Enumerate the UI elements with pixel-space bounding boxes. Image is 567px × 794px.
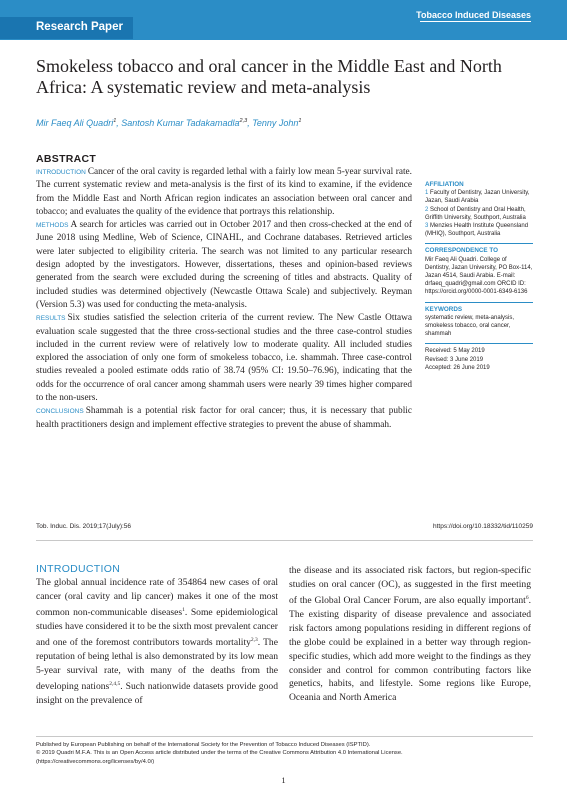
introduction-heading: INTRODUCTION — [36, 563, 121, 575]
abstract-section-text: A search for articles was carried out in October 2017 and then cross-checked at the end of June 2018 using Medline, Web of Science, CINAHL, and Cochrane databases. Retrieved articles were later subjected to eligibility criteria. The search was not limited to any particular research design adopted by the investigators. However, dissertations, theses and opinion-based reviews generated from the search were excluded during the screening of titles and abstracts. Quality of included studies was determined objectively (Newcastle Ottawa Scale) and subjectively. Reyman (Version 5.3) was used for conducting the meta-analysis. — [36, 220, 412, 310]
abstract-section — [36, 166, 412, 219]
abstract-section-text: Cancer of the oral cavity is regarded lethal with a fairly low mean 5-year survival rate. The current systematic review and meta-analysis is the first of its kind to examine, if the evidence from the Middle East and North African region indicates an association between oral cancer and tobacco; and evaluates the quality of the evidence that portrays this relationship. — [36, 167, 412, 217]
date-line: Received: 5 May 2019 — [425, 348, 485, 355]
page-number: 1 — [281, 775, 286, 785]
date-line: Revised: 3 June 2019 — [425, 356, 484, 363]
correspondence-heading: CORRESPONDENCE TO — [425, 247, 499, 255]
affiliation-heading: AFFILIATION — [425, 181, 464, 188]
affiliation-item — [425, 206, 533, 222]
body-text: . Some epidemiological studies have considered it to be the sixth most prevalent cancer and one of the foremost contributors towards mortality — [36, 607, 279, 648]
affiliation-number: 1 — [425, 190, 429, 197]
section-label-box — [0, 17, 133, 39]
abstract-section-label: INTRODUCTION — [36, 169, 86, 176]
article-title: Smokeless tobacco and oral cancer in the Middle East and North Africa: A systematic review and meta-analysis — [36, 56, 502, 97]
abstract-section-text: Shammah is a potential risk factor for oral cancer; thus, it is necessary that public health practitioners design and implement effective strategies to prevent the abuse of shammah. — [36, 406, 412, 430]
affiliation-text: Faculty of Dentistry, Jazan University, Jazan, Saudi Arabia — [425, 190, 530, 205]
author-name: Santosh Kumar Tadakamadla — [121, 118, 240, 128]
author-name: Tenny John — [252, 118, 299, 128]
affiliation-list — [425, 189, 533, 238]
body-text: The global annual incidence rate of 354864 new cases of oral cancer (oral cavity and lip cancer) makes it one of the most common non-communicable diseases — [36, 577, 278, 618]
author-affiliation-mark: 1 — [113, 118, 117, 124]
body-text: . Such nationwide datasets provide good insight on the prevalence of — [36, 680, 278, 706]
journal-header-bar — [0, 0, 567, 40]
article-dates — [425, 347, 533, 372]
author-affiliation-mark: 2,3 — [239, 118, 248, 124]
body-text: the disease and its associated risk factors, but region-specific studies on oral cancer (OC), as suggested in the first meeting of the Global Oral Cancer Forum, are also equally important — [289, 565, 531, 606]
abstract-section-text: Six studies satisfied the selection criteria of the current review. The New Castle Ottawa evaluation scale suggested that the three cross-sectional studies and the three case-control studies included in the current review were of relatively low to moderate quality. All included studies explored the association of only one form of smokeless tobacco, i.e. shammah. Three case-control studies revealed a pooled estimate odds ratio of 38.74 (95% CI: 19.50–76.96), indicating that the odds for the occurrence of oral cancer among shammah users were nearly 39 times higher compared to the non-users. — [36, 313, 412, 404]
author-name: Mir Faeq Ali Quadri — [36, 118, 114, 128]
doi-link[interactable]: https://doi.org/10.18332/tid/110259 — [433, 523, 533, 530]
affiliation-number: 2 — [425, 206, 429, 213]
footer-divider — [36, 736, 533, 737]
body-text: . The reputation of being lethal is also demonstrated by its low mean 5-year survival rate, with many of the deaths from the developing nations — [36, 637, 278, 692]
author-affiliation-mark: 1 — [298, 118, 302, 124]
footer-line: © 2019 Quadri M.F.A. This is an Open Access article distributed under the terms of the Creative Commons Attribution 4.0 International License. — [36, 750, 403, 757]
affiliation-item — [425, 222, 533, 238]
date-line: Accepted: 26 June 2019 — [425, 364, 490, 371]
affiliation-number: 3 — [425, 223, 429, 230]
abstract-section-label: RESULTS — [36, 315, 66, 323]
article-sidebar — [425, 181, 533, 372]
abstract-section-label: CONCLUSIONS — [36, 408, 84, 416]
divider — [36, 540, 533, 541]
correspondence-text: Mir Faeq Ali Quadri. College of Dentistry, Jazan University, PO Box-114, Jazan 4514, Saudi Arabia. E-mail: drfaeq_quadri@gmail.com ORCID ID: https://orcid.org/0000-0001-6349-6136 — [425, 256, 533, 296]
body-text: . The existing disparity of disease prevalence and associated risk factors among populations residing in different regions of the globe could be explained in a better way through region-specific studies, which add more weight to the findings as they consider and control for common contributing factors like genetics, habits, and lifestyle. Some regions like Europe, Oceania and North America — [289, 595, 531, 704]
citation-reference: 6 — [525, 594, 529, 601]
license-footer — [36, 741, 533, 766]
section-label: Research Paper — [36, 21, 123, 33]
citation-reference: 2,3 — [250, 636, 258, 643]
footer-line: Published by European Publishing on behalf of the International Society for the Prevention of Tobacco Induced Diseases (ISPTID). — [36, 742, 371, 748]
affiliation-text: School of Dentistry and Oral Health, Griffith University, Southport, Australia — [425, 206, 526, 221]
citation-reference: 2,4,5 — [109, 680, 121, 687]
abstract-section — [36, 219, 412, 312]
abstract-body — [36, 166, 412, 432]
introduction-column-2 — [289, 564, 531, 705]
affiliation-item — [425, 189, 533, 205]
abstract-section — [36, 312, 412, 405]
keywords-text: systematic review, meta-analysis, smokeless tobacco, oral cancer, shammah — [425, 314, 515, 338]
abstract-section — [36, 405, 412, 432]
header-rule — [420, 21, 531, 22]
affiliation-text: Menzies Health Institute Queensland (MHIQ), Southport, Australia — [425, 223, 529, 238]
journal-name: Tobacco Induced Diseases — [416, 10, 531, 20]
keywords-heading: KEYWORDS — [425, 305, 463, 313]
abstract-section-label: METHODS — [36, 222, 69, 230]
abstract-heading: ABSTRACT — [36, 153, 97, 165]
citation: Tob. Induc. Dis. 2019;17(July):56 — [36, 523, 132, 530]
footer-line: (https://creativecommons.org/licenses/by/4.0/) — [36, 758, 155, 765]
author-list: Mir Faeq Ali Quadri$^1$, Santosh Kumar Tadakamadla$^{2,3}$, Tenny John$^1$ — [36, 118, 302, 128]
introduction-column-1 — [36, 576, 278, 708]
citation-reference: 1 — [182, 606, 185, 613]
